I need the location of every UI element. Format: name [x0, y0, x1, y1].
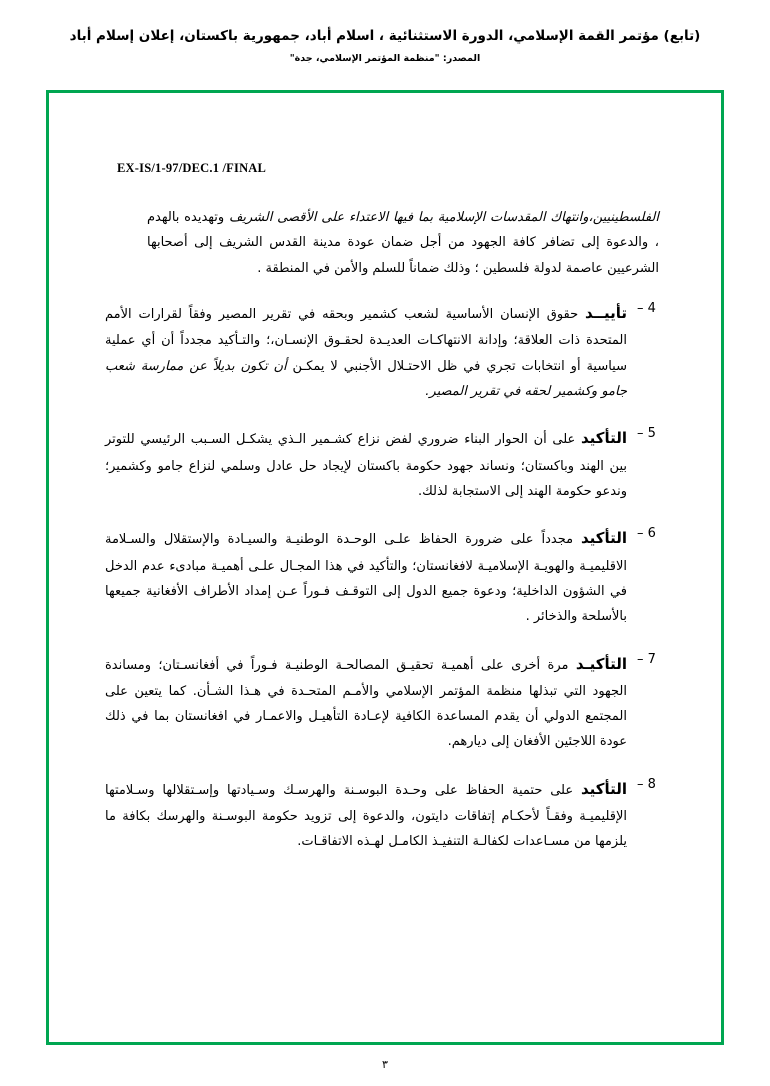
- item-italic-tail: أن تكون بديلاً عن ممارسة شعب جامو وكشمير لحقه في تقرير المصير.: [105, 358, 627, 399]
- item-text: [89, 775, 627, 855]
- item-lead-word: التأكيـد: [575, 654, 627, 673]
- item-lead-word: تأييــد: [585, 304, 627, 323]
- page-header: [0, 0, 770, 64]
- document-body: [89, 205, 681, 875]
- intro-paragraph: [147, 205, 659, 281]
- item-lead-word: التأكيد: [580, 779, 627, 798]
- header-source: المصدر: "منظمة المؤتمر الإسلامي، جدة": [289, 53, 481, 65]
- item-text: [89, 299, 627, 404]
- item-number: 6 –: [637, 526, 656, 542]
- item-main-text: على حتمية الحفاظ على وحـدة البوسـنة والهرسـك وسـيادتها وإسـتقلالها وسـلامتها الإقليميـة وفقـاً لأحكـام إتفاقات دايتون، والدعوة إلى تزويد حكومة البوسـنة والهرسك بكافة ما يلزمها من مسـاعدات لكفالـة التنفيـذ الكامـل لهـذه الاتفاقـات.: [105, 782, 627, 850]
- item-main-text: مجدداً على ضرورة الحفاظ علـى الوحـدة الوطنيـة والسيـادة والإستقلال والسـلامة الاقليميـة والهويـة الإسلاميـة لافغانستان؛ والتأكيد في هذا المجـال علـى أهميـة مبادىء عدم الدخل في الشؤون الداخلية؛ ودعوة جميع الدول إلى التوقـف فـوراً عـن إمداد الأطراف الأفغانية جميعها بالأسلحة والذخائر .: [105, 532, 627, 625]
- page-number: ٣: [382, 1058, 388, 1071]
- list-item: [89, 299, 681, 404]
- document-code: EX-IS/1-97/DEC.1 /FINAL: [117, 161, 267, 175]
- item-number: 5 –: [637, 426, 656, 442]
- item-number: 7 –: [637, 651, 656, 667]
- list-item: [89, 524, 681, 629]
- item-text: [89, 650, 627, 755]
- intro-rest-text: وتهديده بالهدم ، والدعوة إلى تضافر كافة الجهود من أجل ضمان عودة مدينة القدس الشريف إلى أصحابها الشرعيين عاصمة لدولة فلسطين ؛ وذلك ضماناً للسلم والأمن في المنطقة .: [147, 210, 659, 276]
- item-number: 8 –: [637, 776, 656, 792]
- list-item: [89, 775, 681, 855]
- item-main-text: على أن الحوار البناء ضروري لفض نزاع كشـمير الـذي يشكـل السـبب الرئيسي للتوتر بين الهند وباكستان؛ ونساند جهود حكومة باكستان لإيجاد حل عادل وسلمي لنزاع جامو وكشمير؛ وندعو حكومة الهند إلى الاستجابة لذلك.: [105, 432, 627, 499]
- item-main-text: مرة أخرى على أهميـة تحقيـق المصالحـة الوطنيـة فـوراً في أفغانسـتان؛ ومساندة الجهود التي تبذلها منظمة المؤتمر الإسلامي والأمـم المتحـدة في هـذا الشـأن. كما يتعين على المجتمع الدولي أن يقدم المساعدة الكافية لإعـادة التأهيـل والاعمـار في افغانستان بما في ذلك عودة اللاجئين الأفغان إلى ديارهم.: [105, 657, 627, 750]
- item-lead-word: التأكيد: [580, 429, 627, 448]
- header-title: (تابع) مؤتمر القمة الإسلامي، الدورة الاستثنائية ، اسلام أباد، جمهورية باكستان، إعلان إسلام أباد: [69, 28, 701, 44]
- item-text: [89, 424, 627, 504]
- intro-italic-text: الفلسطينيين،وانتهاك المقدسات الإسلامية بما فيها الاعتداء على الأقصى الشريف: [228, 210, 659, 225]
- list-item: [89, 424, 681, 504]
- item-main-text: حقوق الإنسان الأساسية لشعب كشمير وبحقه في تقرير المصير وفقاً لقرارات الأمم المتحدة ذات العلاقة؛ وإدانة الانتهاكـات العديـدة لحقـوق الإنسـان،؛ والتـأكيد مجدداً أن أي عملية سياسية أو انتخابات تجري في ظل الاحتـلال الأجنبي لا يمكـن: [105, 307, 628, 374]
- list-item: [89, 650, 681, 755]
- item-lead-word: التأكيد: [580, 529, 627, 548]
- content-frame: [46, 90, 724, 1045]
- item-number: 4 –: [637, 301, 656, 317]
- item-text: [89, 524, 627, 629]
